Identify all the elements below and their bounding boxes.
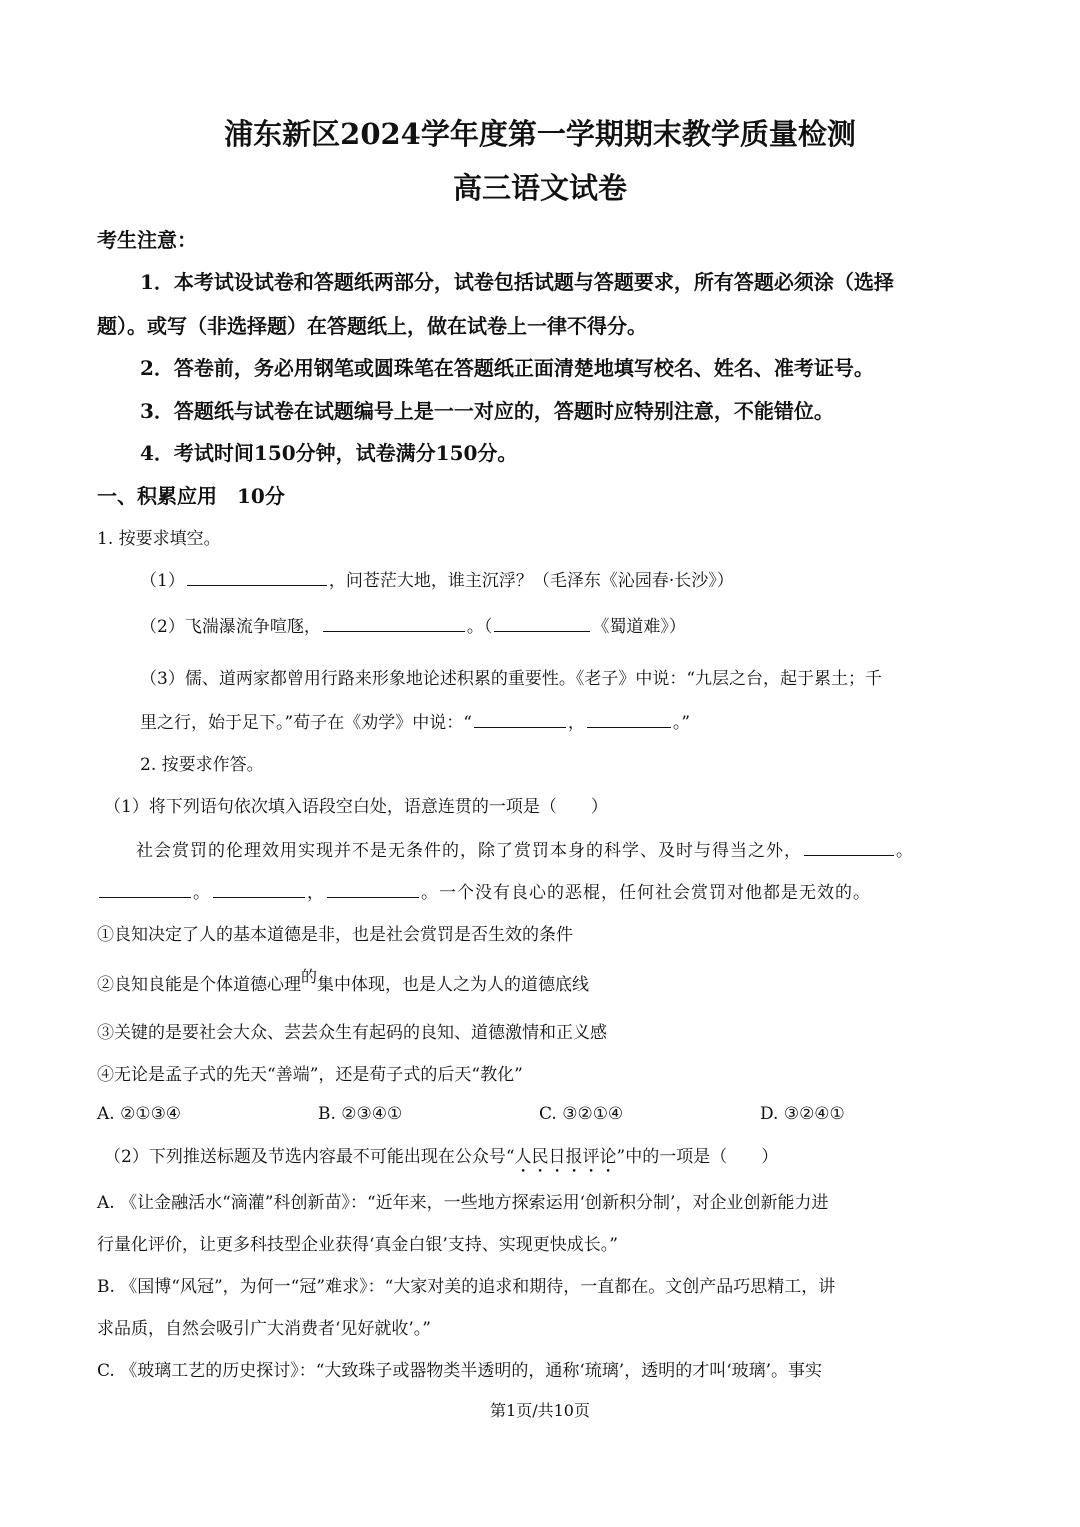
answer-a-line-2: 行量化评价，让更多科技型企业获得‘真金白银’支持、实现更快成长。” — [97, 1235, 618, 1255]
option-2 — [97, 967, 590, 995]
fill-blank[interactable] — [494, 630, 590, 632]
fill-blank[interactable] — [587, 726, 671, 728]
answer-b-line-2: 求品质，自然会吸引广大消费者‘见好就收’。” — [97, 1319, 431, 1339]
fill-blank[interactable] — [213, 896, 305, 898]
option-3: ③关键的是要社会大众、芸芸众生有起码的良知、道德激情和正义感 — [97, 1023, 607, 1043]
fill-blank[interactable] — [323, 630, 465, 632]
option-4: ④无论是孟子式的先天“善端”，还是荀子式的后天“教化” — [97, 1065, 523, 1085]
exam-subtitle: 高三语文试卷 — [452, 171, 627, 205]
q1-p2-prefix: （2）飞湍瀑流争喧豗， — [140, 617, 321, 637]
notice-item-1b: 题）。或写（非选择题）在答题纸上，做在试卷上一律不得分。 — [97, 314, 647, 338]
option-2-a: ②良知良能是个体道德心理 — [97, 975, 301, 995]
notice-item-1a: 1．本考试设试卷和答题纸两部分，试卷包括试题与答题要求，所有答题必须涂（选择 — [140, 270, 894, 294]
fill-blank[interactable] — [804, 854, 894, 856]
question-1-part-1 — [140, 566, 734, 591]
choice-c[interactable]: C. ③②①④ — [539, 1104, 624, 1124]
fill-blank[interactable] — [327, 896, 419, 898]
section-heading: 一、积累应用 10分 — [97, 484, 285, 508]
question-2-sub-2-stem — [104, 1142, 778, 1177]
option-2-sup: 的 — [301, 967, 318, 986]
passage-a: 社会赏罚的伦理效用实现并不是无条件的，除了赏罚本身的科学、及时与得当之外， — [136, 841, 802, 861]
q1-p3b-mid: ， — [567, 713, 585, 733]
question-1-part-2 — [140, 612, 686, 637]
passage-b-3: 。一个没有良心的恶棍，任何社会赏罚对他都是无效的。 — [421, 883, 871, 903]
passage-a-end: 。 — [896, 841, 914, 861]
option-2-b: 集中体现，也是人之为人的道德底线 — [317, 975, 590, 995]
question-1-part-3a: （3）儒、道两家都曾用行路来形象地论述积累的重要性。《老子》中说：“九层之台，起于累土；千 — [140, 669, 883, 689]
question-2-sub-1-stem: （1）将下列语句依次填入语段空白处，语意连贯的一项是（ ） — [104, 797, 608, 817]
notice-item-2: 2．答卷前，务必用钢笔或圆珠笔在答题纸正面清楚地填写校名、姓名、准考证号。 — [140, 356, 874, 380]
answer-b-line-1: B. 《国博“风冠”，为何一“冠”难求》：“大家对美的追求和期待，一直都在。文创产品巧思精工，讲 — [97, 1277, 836, 1297]
choice-d[interactable]: D. ③②④① — [760, 1104, 845, 1124]
passage-b-2: ， — [307, 883, 325, 903]
q1-p1-suffix: ，问苍茫大地，谁主沉浮？（毛泽东《沁园春·长沙》） — [328, 571, 734, 591]
q1-p2-suffix: 《蜀道难》） — [592, 617, 686, 637]
passage-b-1: 。 — [193, 883, 211, 903]
q1-p3b-suffix: 。” — [672, 713, 691, 733]
passage-line-2 — [97, 878, 871, 903]
question-1-stem: 1. 按要求填空。 — [97, 529, 221, 549]
passage-line-1 — [136, 836, 914, 861]
exam-title: 浦东新区2024学年度第一学期期末教学质量检测 — [224, 117, 856, 151]
answer-c-line-1: C. 《玻璃工艺的历史探讨》：“大致珠子或器物类半透明的，通称‘琉璃’，透明的才叫‘玻璃’。事实 — [97, 1361, 823, 1381]
question-1-part-3b — [140, 708, 690, 733]
choice-b[interactable]: B. ②③④① — [318, 1104, 403, 1124]
q1-p2-mid: 。（ — [466, 617, 493, 637]
q1-p3b-prefix: 里之行，始于足下。”荀子在《劝学》中说：“ — [140, 713, 472, 733]
fill-blank[interactable] — [99, 896, 191, 898]
sub2-prefix: （2）下列推送标题及节选内容最不可能出现在公众号“ — [104, 1147, 515, 1167]
page-number: 第1页/共10页 — [490, 1401, 590, 1420]
option-1: ①良知决定了人的基本道德是非，也是社会赏罚是否生效的条件 — [97, 925, 573, 945]
notice-heading: 考生注意： — [97, 228, 197, 252]
sub2-emphasis: 人民日报评论 — [514, 1147, 617, 1167]
question-2-stem: 2. 按要求作答。 — [140, 755, 264, 775]
q1-p1-prefix: （1） — [140, 571, 185, 591]
choice-a[interactable]: A. ②①③④ — [97, 1104, 182, 1124]
notice-item-4: 4．考试时间150分钟，试卷满分150分。 — [140, 441, 518, 465]
sub2-suffix: ”中的一项是（ ） — [616, 1147, 779, 1167]
notice-item-3: 3．答题纸与试卷在试题编号上是一一对应的，答题时应特别注意，不能错位。 — [140, 399, 834, 423]
fill-blank[interactable] — [474, 726, 566, 728]
fill-blank[interactable] — [187, 584, 327, 586]
answer-a-line-1: A. 《让金融活水“滴灌”科创新苗》：“近年来，一些地方探索运用‘创新积分制’，对企业创新能力进 — [97, 1193, 829, 1213]
